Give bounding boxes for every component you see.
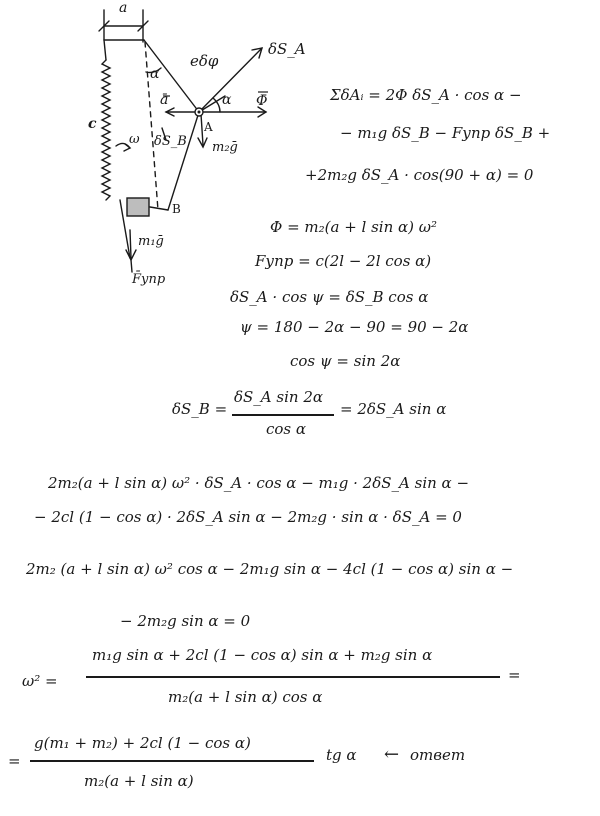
m1g-arrow — [130, 230, 131, 258]
rod-to-block — [150, 207, 168, 210]
equation-expanded-4: − 2m₂g sin α = 0 — [120, 612, 251, 630]
label-f-ynp: F̄упр — [132, 272, 166, 287]
equation-dsB-numerator: δS_A sin 2α — [234, 388, 324, 406]
label-B: B — [172, 202, 181, 216]
equation-virtual-work-2: − m₁g δS_B − Fупр δS_B + — [340, 124, 551, 142]
hinge-A-center — [198, 111, 201, 114]
equation-expanded-3: 2m₂ (a + l sin α) ω² cos α − 2m₁g sin α − 4cl (1 − cos α) sin α − — [26, 560, 514, 578]
equation-virtual-work-3: +2m₂g δS_A · cos(90 + α) = 0 — [305, 166, 534, 184]
equation-dsB-right: = 2δS_A sin α — [340, 400, 447, 418]
equation-dsB-denominator: cos α — [266, 420, 307, 438]
equation-psi: ψ = 180 − 2α − 90 = 90 − 2α — [240, 318, 469, 336]
label-delta-sA: δS_A — [268, 40, 306, 58]
label-c-spring: c — [88, 116, 97, 132]
equation-final-tg: tg α — [326, 746, 357, 764]
equation-cos-psi: cos ψ = sin 2α — [290, 352, 401, 370]
equation-final-numerator: g(m₁ + m₂) + 2cl (1 − cos α) — [34, 734, 251, 752]
equation-final-left: = — [8, 752, 21, 770]
equation-final-fraction-bar — [30, 760, 314, 762]
answer-arrow-icon: ← — [384, 744, 400, 765]
label-m2g: m₂ḡ — [212, 140, 238, 155]
label-a-vec: ā — [160, 92, 169, 108]
answer-label: ответ — [410, 746, 466, 764]
label-alpha-right: α — [222, 92, 232, 108]
equation-dsB-fraction-bar — [232, 414, 334, 416]
fynp-arrow — [131, 260, 132, 272]
label-delta-sB: δS_B — [154, 134, 187, 149]
equation-phi: Φ = m₂(a + l sin α) ω² — [270, 218, 438, 236]
equation-omega-numerator: m₁g sin α + 2cl (1 − cos α) sin α + m₂g sin α — [92, 646, 433, 664]
equation-omega-denominator: m₂(a + l sin α) cos α — [168, 688, 323, 706]
equation-virtual-work-1: ΣδAᵢ = 2Φ δS_A · cos α − — [330, 86, 522, 104]
label-phi-vec: Φ̄ — [256, 93, 268, 109]
label-omega: ω — [129, 132, 140, 147]
equation-omega-left: ω² = — [22, 672, 58, 690]
equation-dsB-left: δS_B = — [172, 400, 228, 418]
axis-line-top — [104, 40, 106, 60]
equation-f-ynp: Fупр = c(2l − 2l cos α) — [255, 252, 432, 270]
rod-lower — [168, 112, 199, 210]
label-m1g: m₁ḡ — [138, 234, 164, 249]
equation-expanded-2: − 2cl (1 − cos α) · 2δS_A sin α − 2m₂g · sin α · δS_A = 0 — [34, 508, 462, 526]
label-a-top: a — [119, 0, 128, 16]
label-A: A — [204, 120, 213, 134]
equation-omega-fraction-bar — [86, 676, 500, 678]
equation-omega-right: = — [508, 666, 521, 684]
equation-final-denominator: m₂(a + l sin α) — [84, 772, 194, 790]
spring-zigzag — [102, 60, 110, 200]
label-l-delta-phi: eδφ — [190, 52, 219, 70]
block-B — [127, 198, 149, 216]
equation-expanded-1: 2m₂(a + l sin α) ω² · δS_A · cos α − m₁g · 2δS_A sin α − — [48, 474, 470, 492]
m2g-arrow — [201, 114, 203, 145]
equation-displacement: δS_A · cos ψ = δS_B cos α — [230, 288, 429, 306]
label-alpha-left: α — [150, 66, 160, 82]
